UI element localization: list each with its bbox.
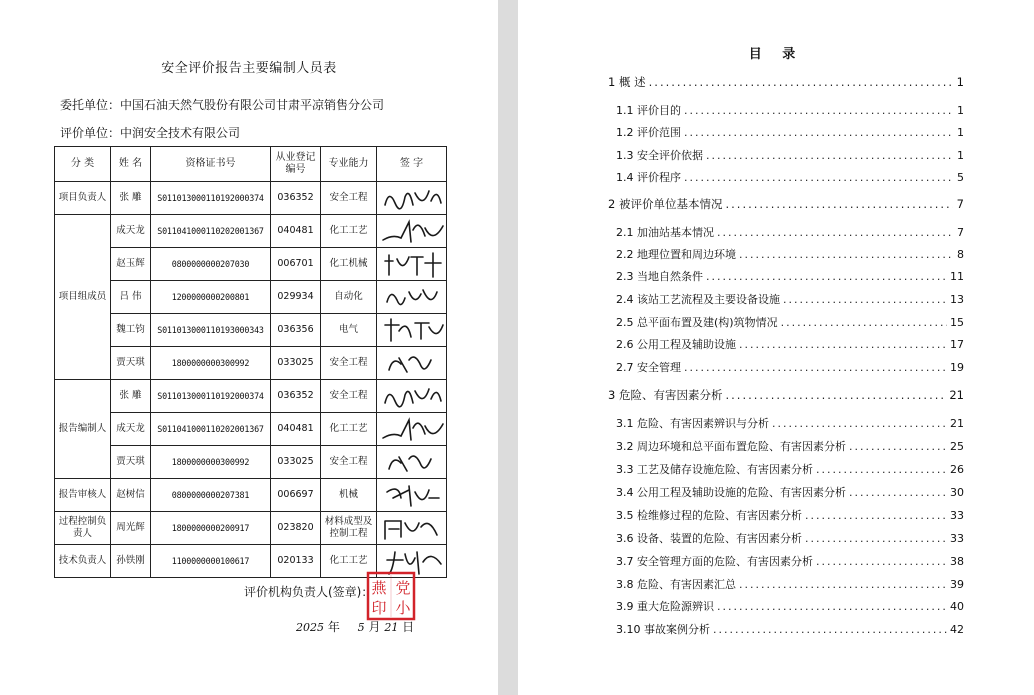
reg-cell: 020133 [271,545,321,578]
skill-cell: 化工工艺 [321,215,377,248]
name-cell: 张 雕 [111,380,151,413]
toc-entry-label: 2.3 当地自然条件 [616,270,703,283]
toc-dot-leader [849,440,947,453]
toc-entry-label: 3 危险、有害因素分析 [608,388,723,402]
date-month: 5 [357,621,365,634]
date-day-unit: 日 [402,620,415,634]
toc-page-number: 38 [950,555,964,568]
signature-cell [377,479,447,512]
toc-title: 目 录 [748,47,804,62]
cert-cell: 1100000000100617 [151,545,271,578]
toc-section-entry[interactable] [616,169,964,185]
toc-entry-label: 3.3 工艺及储存设施危险、有害因素分析 [616,463,813,476]
handwritten-signature [379,282,445,312]
name-cell: 周光辉 [111,512,151,545]
cert-cell: 0800000000207381 [151,479,271,512]
toc-page-number: 30 [950,486,964,499]
toc-page-number: 21 [949,388,964,402]
name-cell: 魏工钧 [111,314,151,347]
toc-entry-label: 2.4 该站工艺流程及主要设备设施 [616,293,780,306]
toc-section-entry[interactable] [616,461,964,477]
table-row [55,248,447,281]
client-unit-line: 委托单位：中国石油天然气股份有限公司甘肃平凉销售分公司 [60,98,385,112]
toc-page-number: 42 [950,623,964,636]
staff-table [54,146,447,578]
date-day: 21 [384,621,399,634]
toc-entry-label: 1.1 评价目的 [616,104,681,117]
name-cell: 成天龙 [111,215,151,248]
toc-entry-label: 1.2 评价范围 [616,126,681,139]
signature-cell [377,413,447,446]
toc-dot-leader [684,126,953,139]
toc-section-entry[interactable] [616,336,964,352]
toc-section-entry[interactable] [616,598,964,614]
category-cell: 项目负责人 [55,182,111,215]
skill-cell: 材料成型及控制工程 [321,512,377,545]
personal-seal-stamp [366,571,416,621]
toc-section-entry[interactable] [616,415,964,431]
reg-cell: 036356 [271,314,321,347]
toc-section-entry[interactable] [616,314,964,330]
toc-section-entry[interactable] [616,530,964,546]
toc-entry-label: 2.5 总平面布置及建(构)筑物情况 [616,316,778,329]
toc-page-number: 19 [950,361,964,374]
header-skill: 专业能力 [321,147,377,182]
toc-entry-label: 3.1 危险、有害因素辨识与分析 [616,417,769,430]
toc-section-entry[interactable] [616,359,964,375]
toc-chapter-entry[interactable] [608,387,964,403]
cert-cell: S011013000110193000343 [151,314,271,347]
toc-page-number: 1 [957,149,964,162]
toc-section-entry[interactable] [616,621,964,637]
toc-dot-leader [706,149,953,162]
skill-cell: 安全工程 [321,380,377,413]
cert-cell: 1800000000300992 [151,347,271,380]
toc-section-entry[interactable] [616,484,964,500]
toc-section-entry[interactable] [616,576,964,592]
signature-cell [377,347,447,380]
toc-dot-leader [684,104,953,117]
table-row [55,512,447,545]
toc-section-entry[interactable] [616,147,964,163]
reg-cell: 029934 [271,281,321,314]
toc-entry-label: 3.2 周边环境和总平面布置危险、有害因素分析 [616,440,846,453]
reg-cell: 040481 [271,413,321,446]
toc-page-number: 17 [950,338,964,351]
toc-section-entry[interactable] [616,438,964,454]
toc-page-number: 1 [957,126,964,139]
left-document-page [0,0,498,695]
table-row [55,281,447,314]
cert-cell: S011041000110202001367 [151,215,271,248]
toc-section-entry[interactable] [616,268,964,284]
toc-entry-label: 3.9 重大危险源辨识 [616,600,714,613]
skill-cell: 化工工艺 [321,545,377,578]
reg-cell: 036352 [271,380,321,413]
toc-page-number: 7 [957,226,964,239]
handwritten-signature [379,513,445,543]
toc-page-number: 13 [950,293,964,306]
handwritten-signature [379,480,445,510]
header-cert: 资格证书号 [151,147,271,182]
toc-chapter-entry[interactable] [608,196,964,212]
toc-page-number: 33 [950,532,964,545]
cert-cell: S011013000110192000374 [151,380,271,413]
toc-entry-label: 3.6 设备、装置的危险、有害因素分析 [616,532,802,545]
handwritten-signature [379,414,445,444]
toc-page-number: 21 [950,417,964,430]
toc-section-entry[interactable] [616,124,964,140]
reg-cell: 036352 [271,182,321,215]
toc-page-number: 26 [950,463,964,476]
toc-section-entry[interactable] [616,102,964,118]
cert-cell: 1200000000200801 [151,281,271,314]
cert-cell: 0800000000207030 [151,248,271,281]
name-cell: 孙铁刚 [111,545,151,578]
signature-cell [377,182,447,215]
toc-page-number: 15 [950,316,964,329]
handwritten-signature [379,216,445,246]
toc-entry-label: 2.7 安全管理 [616,361,681,374]
skill-cell: 安全工程 [321,347,377,380]
toc-entry-label: 2.6 公用工程及辅助设施 [616,338,736,351]
category-cell: 报告编制人 [55,380,111,479]
signature-cell [377,314,447,347]
date-year: 2025 [296,621,324,634]
toc-section-entry[interactable] [616,291,964,307]
toc-dot-leader [739,338,947,351]
category-cell: 技术负责人 [55,545,111,578]
handwritten-signature [379,315,445,345]
name-cell: 贾天琪 [111,347,151,380]
toc-page [518,0,1034,695]
signature-cell [377,248,447,281]
toc-entry-label: 1.3 安全评价依据 [616,149,703,162]
toc-entry-label: 2 被评价单位基本情况 [608,197,723,211]
toc-section-entry[interactable] [616,553,964,569]
skill-cell: 自动化 [321,281,377,314]
toc-entry-label: 2.2 地理位置和周边环境 [616,248,736,261]
seal-char: 印 [371,599,387,617]
toc-entry-label: 1.4 评价程序 [616,171,681,184]
toc-dot-leader [739,248,953,261]
toc-dot-leader [805,532,947,545]
toc-entry-label: 1 概 述 [608,75,646,89]
table-row [55,479,447,512]
table-row [55,215,447,248]
reg-cell: 023820 [271,512,321,545]
reg-cell: 033025 [271,347,321,380]
category-cell: 过程控制负责人 [55,512,111,545]
toc-page-number: 11 [950,270,964,283]
signature-cell [377,380,447,413]
header-name: 姓 名 [111,147,151,182]
toc-dot-leader [725,197,953,211]
director-signature-label: 评价机构负责人(签章)： [244,585,374,599]
handwritten-signature [379,348,445,378]
signature-cell [377,512,447,545]
toc-dot-leader [816,463,947,476]
toc-section-entry[interactable] [616,224,964,240]
date-month-unit: 月 [368,620,381,634]
reg-cell: 006701 [271,248,321,281]
toc-dot-leader [772,417,947,430]
toc-dot-leader [816,555,947,568]
name-cell: 张 雕 [111,182,151,215]
toc-dot-leader [805,509,947,522]
toc-page-number: 33 [950,509,964,522]
toc-dot-leader [684,361,947,374]
toc-page-number: 1 [956,75,964,89]
toc-dot-leader [713,623,947,636]
table-row [55,446,447,479]
toc-page-number: 7 [956,197,964,211]
toc-dot-leader [706,270,947,283]
toc-page-number: 1 [957,104,964,117]
header-reg: 从业登记编号 [271,147,321,182]
toc-page-number: 39 [950,578,964,591]
handwritten-signature [379,447,445,477]
toc-entry-label: 3.8 危险、有害因素汇总 [616,578,736,591]
evaluator-unit-line: 评价单位：中润安全技术有限公司 [60,126,241,140]
cert-cell: S011013000110192000374 [151,182,271,215]
table-row [55,347,447,380]
staff-table-body [55,182,447,578]
staff-table-title: 安全评价报告主要编制人员表 [161,61,337,76]
toc-dot-leader [739,578,947,591]
toc-chapter-entry[interactable] [608,74,964,90]
skill-cell: 电气 [321,314,377,347]
handwritten-signature [379,381,445,411]
header-category: 分 类 [55,147,111,182]
date-year-unit: 年 [327,620,340,634]
skill-cell: 安全工程 [321,182,377,215]
header-signature: 签 字 [377,147,447,182]
skill-cell: 机械 [321,479,377,512]
skill-cell: 化工机械 [321,248,377,281]
page-gutter [498,0,518,695]
seal-char: 党 [395,579,411,597]
name-cell: 成天龙 [111,413,151,446]
staff-table-header-row [55,147,447,182]
toc-section-entry[interactable] [616,507,964,523]
toc-entry-label: 3.5 检维修过程的危险、有害因素分析 [616,509,802,522]
toc-dot-leader [781,316,947,329]
toc-page-number: 25 [950,440,964,453]
name-cell: 吕 伟 [111,281,151,314]
table-row [55,182,447,215]
toc-dot-leader [684,171,953,184]
table-row [55,314,447,347]
toc-dot-leader [783,293,947,306]
skill-cell: 安全工程 [321,446,377,479]
handwritten-signature [379,249,445,279]
table-row [55,380,447,413]
toc-page-number: 5 [957,171,964,184]
name-cell: 贾天琪 [111,446,151,479]
cert-cell: S011041000110202001367 [151,413,271,446]
seal-char: 小 [395,599,411,617]
toc-entry-label: 3.7 安全管理方面的危险、有害因素分析 [616,555,813,568]
category-cell: 报告审核人 [55,479,111,512]
toc-entry-label: 2.1 加油站基本情况 [616,226,714,239]
toc-dot-leader [649,75,953,89]
signature-cell [377,446,447,479]
category-cell: 项目组成员 [55,215,111,380]
toc-section-entry[interactable] [616,246,964,262]
cert-cell: 1800000000200917 [151,512,271,545]
skill-cell: 化工工艺 [321,413,377,446]
reg-cell: 040481 [271,215,321,248]
reg-cell: 033025 [271,446,321,479]
toc-page-number: 40 [950,600,964,613]
signature-cell [377,215,447,248]
name-cell: 赵玉辉 [111,248,151,281]
cert-cell: 1800000000300992 [151,446,271,479]
handwritten-signature [379,183,445,213]
toc-dot-leader [849,486,947,499]
signature-cell [377,281,447,314]
table-row [55,413,447,446]
toc-dot-leader [717,226,953,239]
reg-cell: 006697 [271,479,321,512]
seal-char: 燕 [371,579,387,597]
name-cell: 赵树信 [111,479,151,512]
toc-dot-leader [717,600,947,613]
toc-entry-label: 3.10 事故案例分析 [616,623,710,636]
toc-page-number: 8 [957,248,964,261]
toc-dot-leader [725,388,946,402]
toc-entry-label: 3.4 公用工程及辅助设施的危险、有害因素分析 [616,486,846,499]
report-date [296,618,414,635]
